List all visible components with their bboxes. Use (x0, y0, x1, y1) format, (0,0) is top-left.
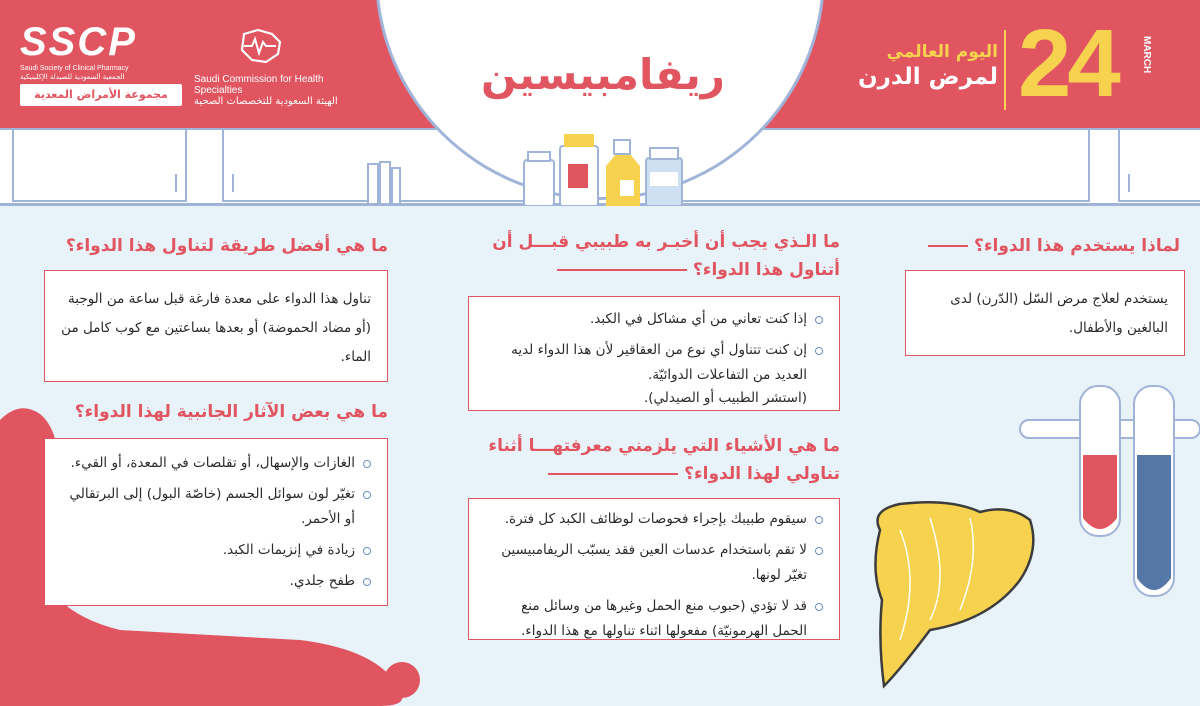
best-way-card (44, 270, 388, 382)
event-divider (1004, 30, 1006, 110)
need-to-know-heading (466, 432, 840, 488)
list-item: سيقوم طبيبك بإجراء فحوصات لوظائف الكبد كل فترة. (485, 507, 823, 532)
best-way-heading-text: ما هي أفضل طريقة لتناول هذا الدواء؟ (65, 236, 388, 256)
list-item: تغيّر لون سوائل الجسم (خاصّة البول) إلى البرتقالي أو الأحمر. (61, 482, 371, 532)
why-card (905, 270, 1185, 356)
scfhs-map-icon (236, 26, 286, 66)
cabinet (1118, 130, 1200, 202)
need-to-know-heading-text: ما هي الأشياء التي يلزمني معرفتهـــا أثناء تناولي لهذا الدواء؟ (488, 436, 840, 484)
tell-doctor-heading (466, 228, 840, 284)
why-body: يستخدم لعلاج مرض السّل (الدّرن) لدى البالغين والأطفال. (950, 291, 1168, 336)
tell-doctor-heading-text: ما الـذي يجب أن أخبـر به طبيبي قبـــل أن أتناول هذا الدواء؟ (492, 232, 840, 280)
event-day: 24 (1018, 10, 1117, 117)
scfhs-logo (194, 26, 374, 107)
sscp-english-name: Saudi Society of Clinical Pharmacy (20, 65, 129, 72)
event-month: MARCH (1141, 36, 1152, 74)
best-way-body: تناول هذا الدواء على معدة فارغة قبل ساعة من الوجبة (أو مضاد الحموضة) أو بعدها بساعتين مع كوب كامل من الماء. (61, 291, 371, 365)
heading-underline (928, 245, 968, 247)
tell-doctor-card (468, 296, 840, 411)
need-to-know-list (485, 507, 823, 644)
why-heading-text: لماذا يستخدم هذا الدواء؟ (973, 236, 1180, 256)
event-title (848, 42, 998, 90)
list-item: قد لا تؤدي (حبوب منع الحمل وغيرها من وسائل منع الحمل الهرمونيّة) مفعولها اثناء تناولها مع هذا الدواء. (485, 594, 823, 644)
why-heading (905, 232, 1180, 260)
heading-underline (557, 269, 687, 271)
list-item: إذا كنت تعاني من أي مشاكل في الكبد. (485, 307, 823, 332)
side-effects-heading-text: ما هي بعض الآثار الجانبية لهذا الدواء؟ (74, 402, 388, 422)
side-effects-list (61, 451, 371, 594)
side-effects-card (44, 438, 388, 606)
list-item: إن كنت تتناول أي نوع من العقاقير لأن هذا الدواء لديه العديد من التفاعلات الدوائيّة. (485, 338, 823, 388)
scfhs-english-name: Saudi Commission for Health Specialties (194, 74, 324, 96)
sscp-logo (20, 20, 190, 82)
liver-test-tubes-illustration (860, 380, 1200, 706)
medicine-bottles-icon (520, 128, 690, 208)
list-item: زيادة في إنزيمات الكبد. (61, 538, 371, 563)
page-title: ريفامبيسين (481, 50, 725, 99)
sscp-wordmark: SSCP (20, 20, 137, 64)
event-line2: لمرض الدرن (858, 64, 998, 90)
need-to-know-card (468, 498, 840, 640)
list-item: طفح جلدي. (61, 569, 371, 594)
group-badge: مجموعة الأمراض المعدية (20, 84, 182, 106)
heading-underline (548, 473, 678, 475)
tell-doctor-note: (استشر الطبيب أو الصيدلي). (643, 390, 807, 406)
list-item: الغازات والإسهال، أو تقلصات في المعدة، أو القيء. (61, 451, 371, 476)
event-line1: اليوم العالمي (886, 42, 998, 62)
cabinet (12, 130, 187, 202)
tell-doctor-list (485, 307, 823, 388)
sscp-arabic-name: الجمعية السعودية للصيدلة الإكلينيكية (20, 73, 125, 81)
list-item: لا تقم باستخدام عدسات العين فقد يسبّب الريفامبيسين تغيّر لونها. (485, 538, 823, 588)
scfhs-arabic-name: الهيئة السعودية للتخصصات الصحية (194, 96, 338, 107)
